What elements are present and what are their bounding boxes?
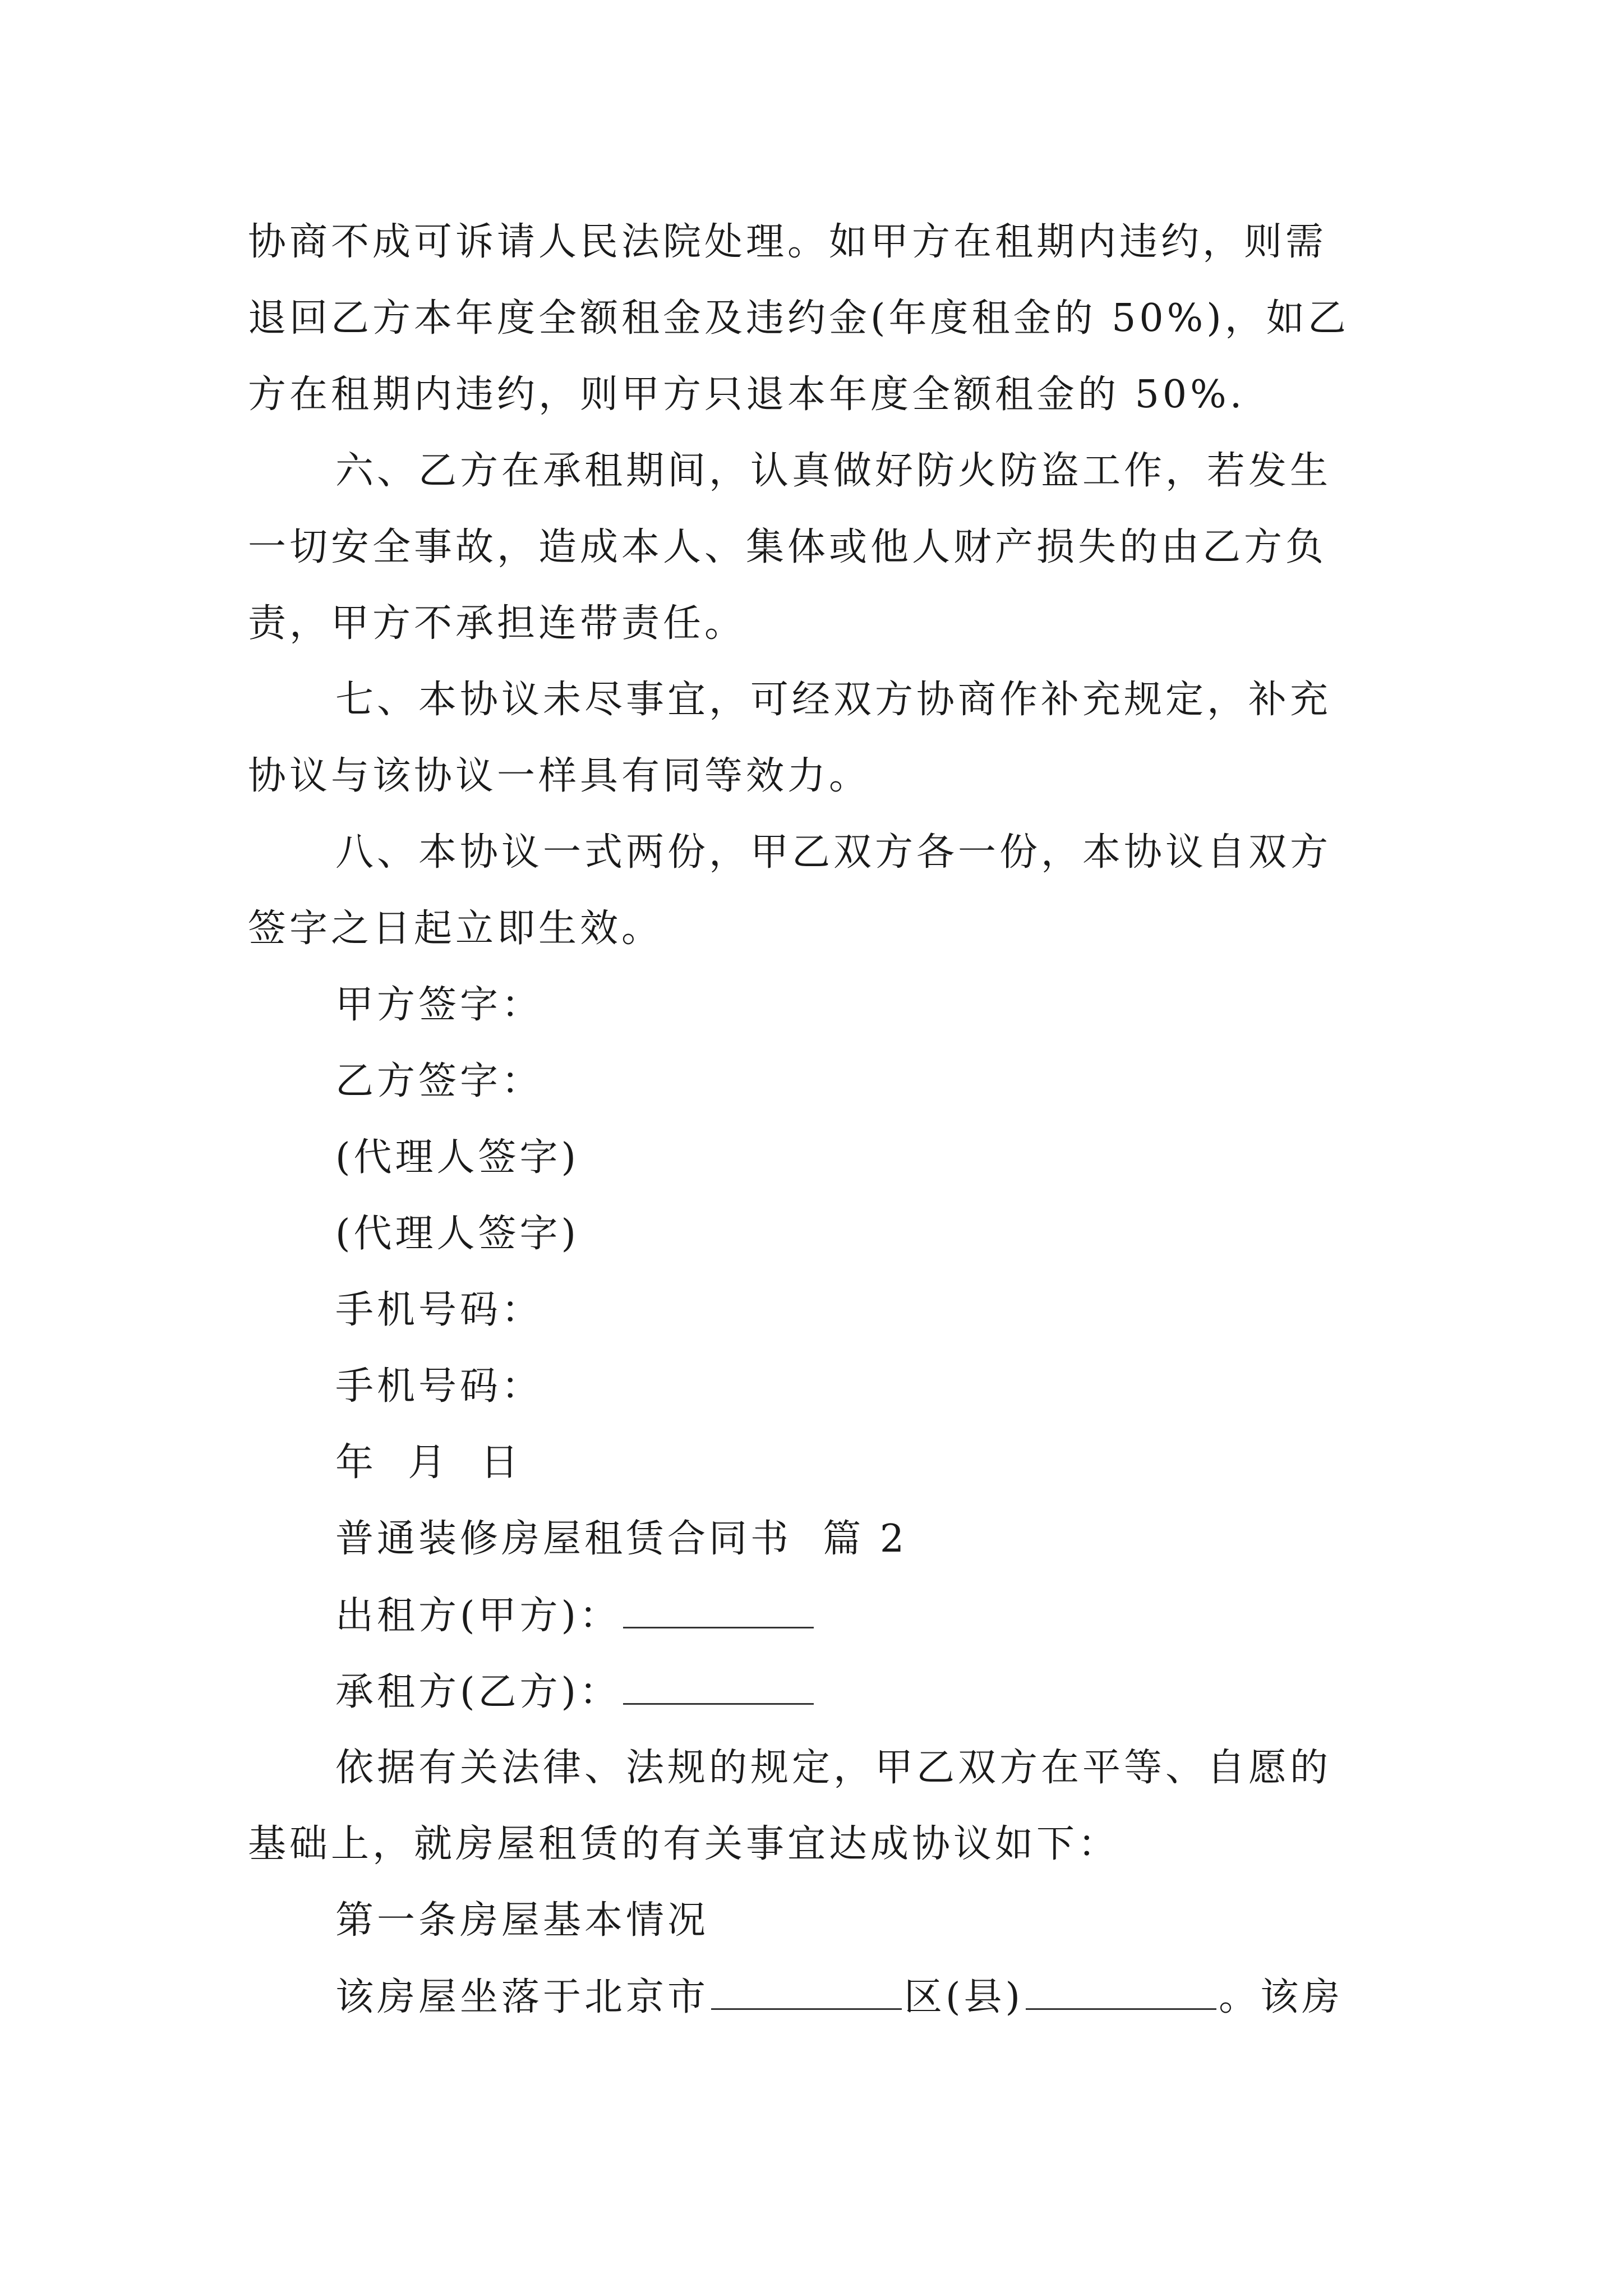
phone-number-label: 手机号码： bbox=[335, 1364, 543, 1409]
agent-signature-label: (代理人签字) bbox=[335, 1135, 580, 1180]
body-line: 协议与该协议一样具有同等效力。 bbox=[248, 754, 871, 798]
body-line: 方在租期内违约，则甲方只退本年度全额租金的 50%. bbox=[248, 372, 1246, 417]
party-a-signature-label: 甲方签字： bbox=[335, 983, 543, 1027]
clause-eight: 八、本协议一式两份，甲乙双方各一份，本协议自双方 bbox=[335, 830, 1332, 875]
section-heading: 普通装修房屋租赁合同书 篇 2 bbox=[335, 1517, 908, 1561]
address-suffix: 。该房 bbox=[1219, 1975, 1344, 2019]
body-line: 协商不成可诉请人民法院处理。如甲方在租期内违约，则需 bbox=[248, 220, 1327, 264]
agent-signature-label: (代理人签字) bbox=[335, 1212, 580, 1256]
lessor-field bbox=[335, 1593, 816, 1639]
article-one-heading: 第一条房屋基本情况 bbox=[335, 1898, 709, 1943]
phone-number-label: 手机号码： bbox=[335, 1288, 543, 1332]
district-label: 区(县) bbox=[904, 1975, 1024, 2019]
body-line: 依据有关法律、法规的规定，甲乙双方在平等、自愿的 bbox=[335, 1746, 1332, 1790]
lessee-field bbox=[335, 1669, 816, 1715]
district-blank bbox=[1026, 1975, 1216, 2010]
clause-seven: 七、本协议未尽事宜，可经双方协商作补充规定，补充 bbox=[335, 678, 1332, 722]
body-line: 签字之日起立即生效。 bbox=[248, 907, 663, 951]
body-line: 责，甲方不承担连带责任。 bbox=[248, 601, 746, 646]
lessor-blank bbox=[623, 1593, 814, 1628]
body-line: 一切安全事故，造成本人、集体或他人财产损失的由乙方负 bbox=[248, 525, 1327, 569]
city-blank bbox=[711, 1975, 902, 2010]
party-b-signature-label: 乙方签字： bbox=[335, 1059, 543, 1103]
lessor-label: 出租方(甲方)： bbox=[335, 1594, 621, 1638]
address-prefix: 该房屋坐落于北京市 bbox=[335, 1975, 709, 2019]
clause-six: 六、乙方在承租期间，认真做好防火防盗工作，若发生 bbox=[335, 449, 1332, 493]
date-line: 年 月 日 bbox=[335, 1441, 522, 1485]
lessee-blank bbox=[623, 1669, 814, 1705]
address-line bbox=[335, 1975, 1343, 2020]
body-line: 基础上，就房屋租赁的有关事宜达成协议如下： bbox=[248, 1822, 1120, 1866]
body-line: 退回乙方本年度全额租金及违约金(年度租金的 50%)，如乙 bbox=[248, 296, 1349, 341]
lessee-label: 承租方(乙方)： bbox=[335, 1670, 621, 1714]
